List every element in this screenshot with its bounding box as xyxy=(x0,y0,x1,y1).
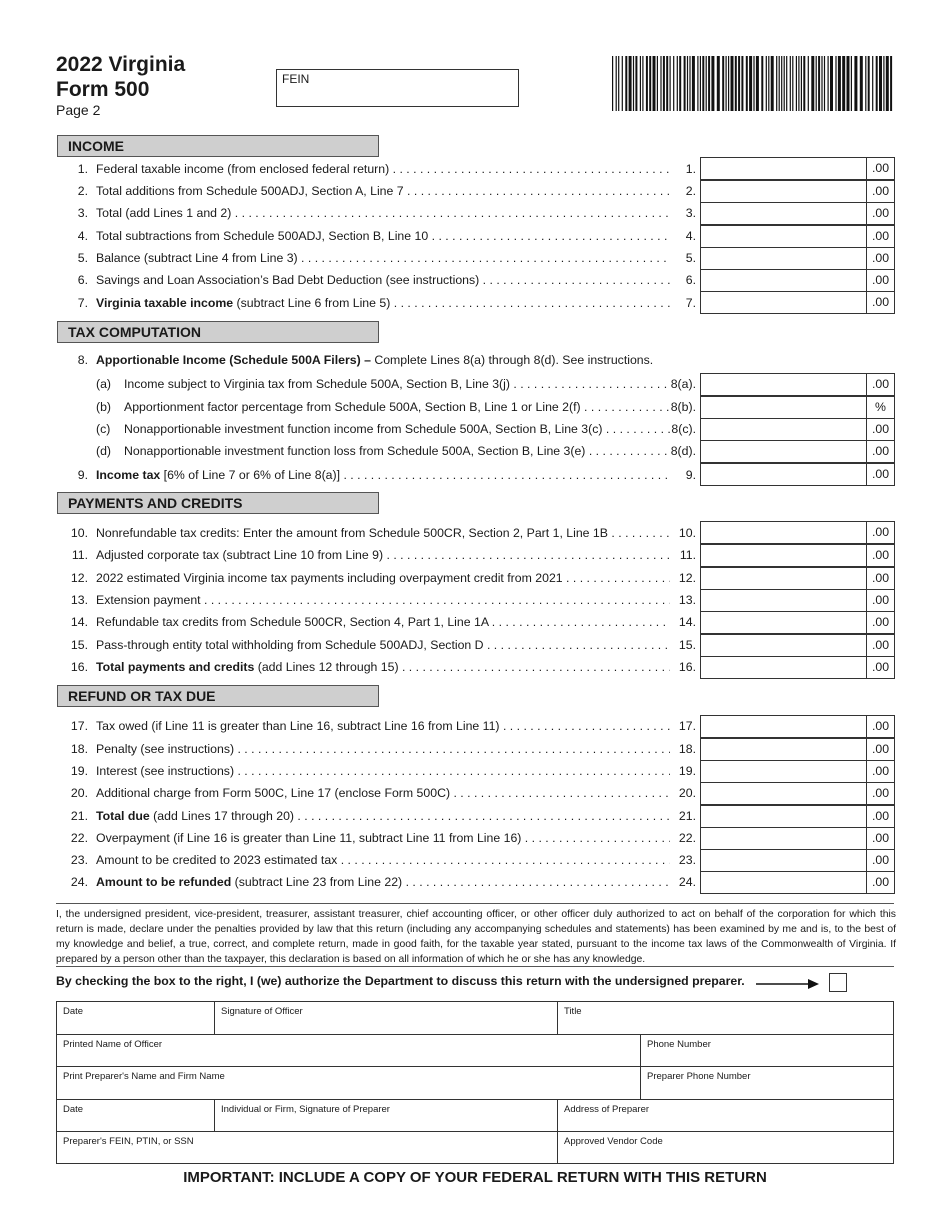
section-income-header: INCOME xyxy=(57,135,379,157)
line-ref: 7. xyxy=(685,296,696,310)
amount-field-line-12[interactable] xyxy=(700,567,895,590)
amount-field-line-5[interactable] xyxy=(700,247,895,270)
field-label: Phone Number xyxy=(647,1039,711,1050)
line-ref: 14. xyxy=(678,615,696,629)
field-label: Address of Preparer xyxy=(564,1104,650,1115)
line-number: 18. xyxy=(70,742,88,756)
line-5 xyxy=(0,247,700,269)
cents-label: .00 xyxy=(866,522,894,543)
amount-field-line-8d[interactable] xyxy=(700,440,895,463)
line-description: Total payments and credits (add Lines 12 through 15) . . . xyxy=(96,656,670,678)
cents-label: .00 xyxy=(866,464,894,485)
line-number: 1. xyxy=(77,162,88,176)
line-description: Tax owed (if Line 11 is greater than Line 16, subtract Line 16 from Line 11) . . . xyxy=(96,715,670,737)
amount-field-line-19[interactable] xyxy=(700,760,895,783)
amount-field-line-8a[interactable] xyxy=(700,373,895,396)
amount-field-line-24[interactable] xyxy=(700,871,895,894)
line-description: Apportionable Income (Schedule 500A Filers) – Complete Lines 8(a) through 8(d). See instructions. xyxy=(96,353,654,367)
line-number: 22. xyxy=(70,831,88,845)
line-7 xyxy=(0,292,700,314)
line-description: Nonapportionable investment function loss from Schedule 500A, Section B, Line 3(e) . . . xyxy=(124,440,670,462)
declaration-text: I, the undersigned president, vice-president, treasurer, assistant treasurer, chief accounting officer, or other officer duly authorized to act on behalf of the corporation for which this return is made, declare under the penalties provided by law that this return (including any accompanying schedules and statements) has been examined by me and is, to the best of my knowledge and belief, a true, correct, and complete return, made in good faith, for the taxable year stated, pursuant to the income tax laws of the Commonwealth of Virginia. If prepared by a person other than the taxpayer, this declaration is based on all information of which he or she has any knowledge. xyxy=(56,909,896,965)
amount-field-line-17[interactable] xyxy=(700,715,895,738)
sub-letter: (a) xyxy=(96,377,112,391)
sub-letter: (c) xyxy=(96,422,111,436)
vendor-code-field[interactable] xyxy=(558,1132,893,1163)
preparer-address-field[interactable] xyxy=(558,1100,893,1132)
cents-label: .00 xyxy=(866,635,894,656)
amount-field-line-6[interactable] xyxy=(700,269,895,292)
cents-label: .00 xyxy=(866,292,894,313)
line-description: Income tax [6% of Line 7 or 6% of Line 8(a)] . . . xyxy=(96,464,670,486)
line-14 xyxy=(0,611,700,633)
cents-label: .00 xyxy=(866,612,894,633)
amount-field-line-23[interactable] xyxy=(700,849,895,872)
line-description: Apportionment factor percentage from Schedule 500A, Section B, Line 1 or Line 2(f) . . . xyxy=(124,396,670,418)
amount-field-line-9[interactable] xyxy=(700,463,895,486)
line-6 xyxy=(0,269,700,291)
line-description: Total (add Lines 1 and 2) . . . xyxy=(96,202,670,224)
field-label: Date xyxy=(63,1006,84,1017)
line-22 xyxy=(0,827,700,849)
cents-label: .00 xyxy=(866,181,894,202)
line-16 xyxy=(0,656,700,678)
line-description: Nonrefundable tax credits: Enter the amount from Schedule 500CR, Section 2, Part 1, Line 1B . . . xyxy=(96,522,670,544)
line-number: 5. xyxy=(77,251,88,265)
cents-label: .00 xyxy=(866,441,894,462)
line-description: Penalty (see instructions) . . . xyxy=(96,738,670,760)
cents-label: .00 xyxy=(866,850,894,871)
cents-label: .00 xyxy=(866,806,894,827)
line-description: Interest (see instructions) . . . xyxy=(96,760,670,782)
line-number: 20. xyxy=(70,786,88,800)
line-description: Total subtractions from Schedule 500ADJ, Section B, Line 10 . . . xyxy=(96,225,670,247)
sub-letter: (d) xyxy=(96,444,112,458)
cents-label: .00 xyxy=(866,419,894,440)
line-ref: 2. xyxy=(685,184,696,198)
field-label: Preparer Phone Number xyxy=(647,1071,751,1082)
line-description: Virginia taxable income (subtract Line 6 from Line 5) . . . xyxy=(96,292,670,314)
section-payments-header: PAYMENTS AND CREDITS xyxy=(57,492,379,514)
line-number: 10. xyxy=(70,526,88,540)
cents-label: .00 xyxy=(866,545,894,566)
line-8b xyxy=(0,396,700,418)
fein-label: FEIN xyxy=(282,72,310,86)
line-ref: 8(a). xyxy=(670,377,696,391)
line-number: 17. xyxy=(70,719,88,733)
amount-field-line-20[interactable] xyxy=(700,782,895,805)
cents-label: .00 xyxy=(866,568,894,589)
amount-field-line-4[interactable] xyxy=(700,225,895,248)
line-number: 23. xyxy=(70,853,88,867)
line-20 xyxy=(0,782,700,804)
divider xyxy=(56,966,894,967)
officer-signature-field[interactable] xyxy=(215,1002,558,1035)
percent-label: % xyxy=(866,397,894,418)
line-8d xyxy=(0,440,700,462)
line-8c xyxy=(0,418,700,440)
amount-field-line-2[interactable] xyxy=(700,180,895,203)
amount-field-line-10[interactable] xyxy=(700,521,895,544)
line-number: 4. xyxy=(77,229,88,243)
line-17 xyxy=(0,715,700,737)
sub-letter: (b) xyxy=(96,400,112,414)
form-year-state: 2022 Virginia xyxy=(56,53,186,76)
line-description: Amount to be credited to 2023 estimated tax . . . xyxy=(96,849,670,871)
line-description: Amount to be refunded (subtract Line 23 from Line 22) . . . xyxy=(96,871,670,893)
cents-label: .00 xyxy=(866,248,894,269)
amount-field-line-22[interactable] xyxy=(700,827,895,850)
line-ref: 24. xyxy=(678,875,696,889)
line-description: Balance (subtract Line 4 from Line 3) . . . xyxy=(96,247,670,269)
cents-label: .00 xyxy=(866,828,894,849)
line-13 xyxy=(0,589,700,611)
cents-label: .00 xyxy=(866,270,894,291)
line-number: 12. xyxy=(70,571,88,585)
section-refund-header: REFUND OR TAX DUE xyxy=(57,685,379,707)
amount-field-line-7[interactable] xyxy=(700,291,895,314)
field-label: Title xyxy=(564,1006,582,1017)
line-ref: 9. xyxy=(685,468,696,482)
line-description: Nonapportionable investment function income from Schedule 500A, Section B, Line 3(c) . . . xyxy=(124,418,670,440)
line-ref: 8(d). xyxy=(670,444,696,458)
line-number: 11. xyxy=(71,548,88,562)
line-19 xyxy=(0,760,700,782)
line-number: 9. xyxy=(77,468,88,482)
percent-field-line-8b[interactable] xyxy=(700,396,895,419)
line-description: Pass-through entity total withholding from Schedule 500ADJ, Section D . . . xyxy=(96,634,670,656)
line-number: 13. xyxy=(70,593,88,607)
cents-label: .00 xyxy=(866,739,894,760)
form-number: Form 500 xyxy=(56,78,150,101)
line-ref: 10. xyxy=(678,526,696,540)
line-ref: 18. xyxy=(678,742,696,756)
cents-label: .00 xyxy=(866,158,894,179)
line-number: 19. xyxy=(70,764,88,778)
cents-label: .00 xyxy=(866,872,894,893)
line-number: 24. xyxy=(70,875,88,889)
line-18 xyxy=(0,738,700,760)
line-description: Federal taxable income (from enclosed federal return) . . . xyxy=(96,158,670,180)
amount-field-line-21[interactable] xyxy=(700,805,895,828)
amount-field-line-3[interactable] xyxy=(700,202,895,225)
line-number: 16. xyxy=(70,660,88,674)
line-description: Extension payment . . . xyxy=(96,589,670,611)
line-description: Adjusted corporate tax (subtract Line 10 from Line 9) . . . xyxy=(96,544,670,566)
preparer-signature-field[interactable] xyxy=(215,1100,558,1132)
line-2 xyxy=(0,180,700,202)
cents-label: .00 xyxy=(866,226,894,247)
line-11 xyxy=(0,544,700,566)
authorize-preparer-checkbox[interactable] xyxy=(829,973,847,992)
line-ref: 8(b). xyxy=(670,400,696,414)
line-ref: 20. xyxy=(678,786,696,800)
line-ref: 4. xyxy=(685,229,696,243)
line-8 xyxy=(0,349,700,371)
line-number: 14. xyxy=(70,615,88,629)
line-ref: 3. xyxy=(685,206,696,220)
line-description: Savings and Loan Association’s Bad Debt Deduction (see instructions) . . . xyxy=(96,269,670,291)
line-21 xyxy=(0,805,700,827)
section-tax-computation-header: TAX COMPUTATION xyxy=(57,321,379,343)
field-label: Individual or Firm, Signature of Preparer xyxy=(221,1104,390,1115)
line-9 xyxy=(0,464,700,486)
line-number: 8. xyxy=(77,353,88,367)
line-10 xyxy=(0,522,700,544)
field-label: Preparer's FEIN, PTIN, or SSN xyxy=(63,1136,194,1147)
line-ref: 22. xyxy=(678,831,696,845)
divider xyxy=(56,903,894,904)
line-number: 21. xyxy=(70,809,88,823)
line-ref: 11. xyxy=(679,548,696,562)
form-title xyxy=(56,52,185,102)
phone-field[interactable] xyxy=(641,1035,893,1067)
important-notice: IMPORTANT: INCLUDE A COPY OF YOUR FEDERAL RETURN WITH THIS RETURN xyxy=(183,1169,767,1186)
cents-label: .00 xyxy=(866,783,894,804)
field-label: Date xyxy=(63,1104,84,1115)
preparer-phone-field[interactable] xyxy=(641,1067,893,1100)
authorization-text: By checking the box to the right, I (we) authorize the Department to discuss this return with the undersigned preparer. xyxy=(56,974,745,988)
line-number: 6. xyxy=(77,273,88,287)
line-ref: 23. xyxy=(678,853,696,867)
field-label: Printed Name of Officer xyxy=(63,1039,163,1050)
line-24 xyxy=(0,871,700,893)
printed-name-field[interactable] xyxy=(57,1035,641,1067)
amount-field-line-18[interactable] xyxy=(700,738,895,761)
cents-label: .00 xyxy=(866,761,894,782)
cents-label: .00 xyxy=(866,716,894,737)
cents-label: .00 xyxy=(866,590,894,611)
title-field[interactable] xyxy=(558,1002,893,1035)
arrow-right-icon xyxy=(756,977,820,991)
field-label: Print Preparer's Name and Firm Name xyxy=(63,1071,225,1082)
cents-label: .00 xyxy=(866,374,894,395)
line-ref: 12. xyxy=(678,571,696,585)
line-ref: 13. xyxy=(678,593,696,607)
signature-grid xyxy=(56,1001,894,1164)
line-23 xyxy=(0,849,700,871)
line-ref: 19. xyxy=(678,764,696,778)
line-description: Total due (add Lines 17 through 20) . . . xyxy=(96,805,670,827)
amount-field-line-1[interactable] xyxy=(700,157,895,180)
line-ref: 17. xyxy=(678,719,696,733)
preparer-name-field[interactable] xyxy=(57,1067,641,1100)
line-number: 3. xyxy=(77,206,88,220)
field-label: Approved Vendor Code xyxy=(564,1136,663,1147)
line-number: 15. xyxy=(70,638,88,652)
line-description: Income subject to Virginia tax from Schedule 500A, Section B, Line 3(j) . . . xyxy=(124,373,670,395)
line-description: Total additions from Schedule 500ADJ, Section A, Line 7 . . . xyxy=(96,180,670,202)
line-8a xyxy=(0,373,700,395)
line-number: 2. xyxy=(77,184,88,198)
preparer-id-field[interactable] xyxy=(57,1132,558,1163)
line-15 xyxy=(0,634,700,656)
line-ref: 21. xyxy=(678,809,696,823)
line-description: Refundable tax credits from Schedule 500CR, Section 4, Part 1, Line 1A . . . xyxy=(96,611,670,633)
amount-field-line-8c[interactable] xyxy=(700,418,895,441)
line-description: Additional charge from Form 500C, Line 17 (enclose Form 500C) . . . xyxy=(96,782,670,804)
page-number: Page 2 xyxy=(56,102,101,118)
line-ref: 5. xyxy=(685,251,696,265)
amount-field-line-15[interactable] xyxy=(700,634,895,657)
barcode-image xyxy=(612,56,894,111)
line-1 xyxy=(0,158,700,180)
fein-field[interactable] xyxy=(276,69,519,107)
date-field[interactable] xyxy=(57,1002,215,1035)
cents-label: .00 xyxy=(866,657,894,678)
amount-field-line-14[interactable] xyxy=(700,611,895,634)
line-ref: 6. xyxy=(685,273,696,287)
line-ref: 8(c). xyxy=(671,422,696,436)
line-ref: 1. xyxy=(685,162,696,176)
line-ref: 15. xyxy=(678,638,696,652)
line-12 xyxy=(0,567,700,589)
line-description: 2022 estimated Virginia income tax payments including overpayment credit from 2021 . . . xyxy=(96,567,670,589)
field-label: Signature of Officer xyxy=(221,1006,303,1017)
amount-field-line-11[interactable] xyxy=(700,544,895,567)
preparer-date-field[interactable] xyxy=(57,1100,215,1132)
line-number: 7. xyxy=(77,296,88,310)
amount-field-line-13[interactable] xyxy=(700,589,895,612)
line-3 xyxy=(0,202,700,224)
line-ref: 16. xyxy=(678,660,696,674)
line-4 xyxy=(0,225,700,247)
amount-field-line-16[interactable] xyxy=(700,656,895,679)
line-description: Overpayment (if Line 16 is greater than Line 11, subtract Line 11 from Line 16) . . . xyxy=(96,827,670,849)
cents-label: .00 xyxy=(866,203,894,224)
